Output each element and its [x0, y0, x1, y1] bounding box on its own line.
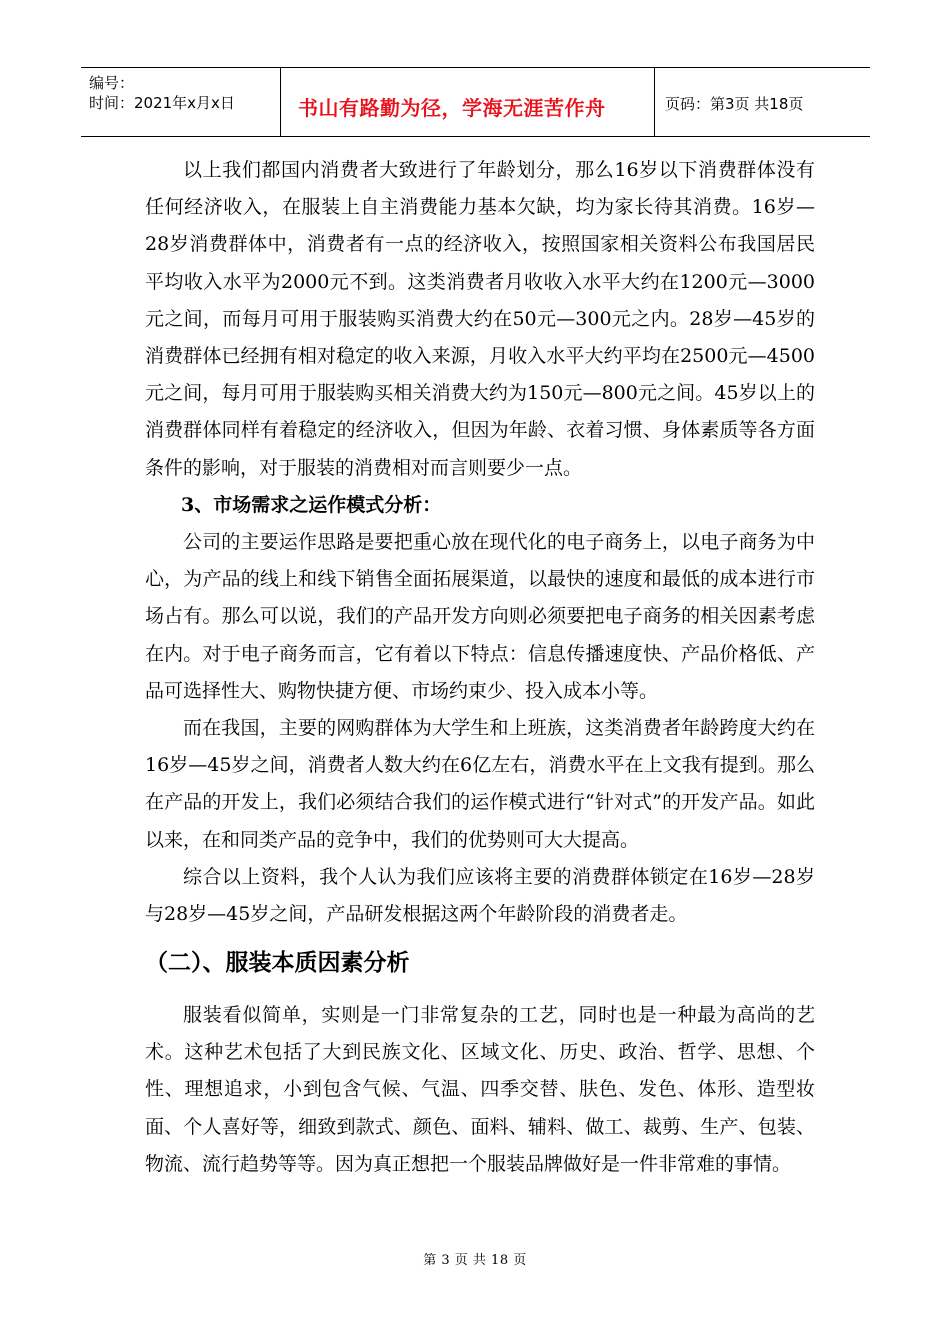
header-page-cell: [655, 68, 870, 136]
paragraph-clothing-nature: 服装看似简单，实则是一门非常复杂的工艺，同时也是一种最为高尚的艺术。这种艺术包括了大到民族文化、区域文化、历史、政治、哲学、思想、个性、理想追求，小到包含气候、气温、四季交替、肤色、发色、体形、造型妆面、个人喜好等，细致到款式、颜色、面料、辅料、做工、裁剪、生产、包装、物流、流行趋势等等。因为真正想把一个服装品牌做好是一件非常难的事情。: [145, 1004, 815, 1175]
page-footer: 第 3 页 共 18 页: [423, 1253, 527, 1268]
subheading-operation-model: 3、市场需求之运作模式分析：: [181, 493, 442, 516]
header-meta-cell: [81, 68, 281, 136]
paragraph-online-shoppers: 而在我国，主要的网购群体为大学生和上班族，这类消费者年龄跨度大约在16岁—45岁之间，消费者人数大约在6亿左右，消费水平在上文我有提到。那么在产品的开发上，我们必须结合我们的运作模式进行“针对式”的开发产品。如此以来，在和同类产品的竞争中，我们的优势则可大大提高。: [145, 717, 815, 851]
header-motto: 书山有路勤为径，学海无涯苦作舟: [298, 96, 606, 120]
body-section-1: [145, 152, 815, 933]
document-time-label: 时间：2021年x月x日: [89, 94, 235, 112]
header-motto-cell: [280, 68, 655, 136]
section-heading: （二）、服装本质因素分析: [145, 949, 410, 976]
page-header: [81, 67, 870, 137]
paragraph-ecommerce: 公司的主要运作思路是要把重心放在现代化的电子商务上，以电子商务为中心，为产品的线上和线下销售全面拓展渠道，以最快的速度和最低的成本进行市场占有。那么可以说，我们的产品开发方向则必须要把电子商务的相关因素考虑在内。对于电子商务而言，它有着以下特点：信息传播速度快、产品价格低、产品可选择性大、购物快捷方便、市场约束少、投入成本小等。: [145, 531, 815, 702]
header-page-info: 页码：第3页 共18页: [665, 95, 804, 113]
document-number-label: 编号：: [89, 74, 135, 92]
body-section-2: [145, 997, 815, 1183]
paragraph-conclusion: 综合以上资料，我个人认为我们应该将主要的消费群体锁定在16岁—28岁与28岁—45岁之间，产品研发根据这两个年龄阶段的消费者走。: [145, 865, 815, 926]
paragraph-age-income: 以上我们都国内消费者大致进行了年龄划分，那么16岁以下消费群体没有任何经济收入，在服装上自主消费能力基本欠缺，均为家长待其消费。16岁—28岁消费群体中，消费者有一点的经济收入，按照国家相关资料公布我国居民平均收入水平为2000元不到。这类消费者月收收入水平大约在1200元—3000元之间，而每月可用于服装购买消费大约在50元—300元之内。28岁—45岁的消费群体已经拥有相对稳定的收入来源，月收入水平大约平均在2500元—4500元之间，每月可用于服装购买相关消费大约为150元—800元之间。45岁以上的消费群体同样有着稳定的经济收入，但因为年龄、衣着习惯、身体素质等各方面条件的影响，对于服装的消费相对而言则要少一点。: [145, 159, 815, 479]
